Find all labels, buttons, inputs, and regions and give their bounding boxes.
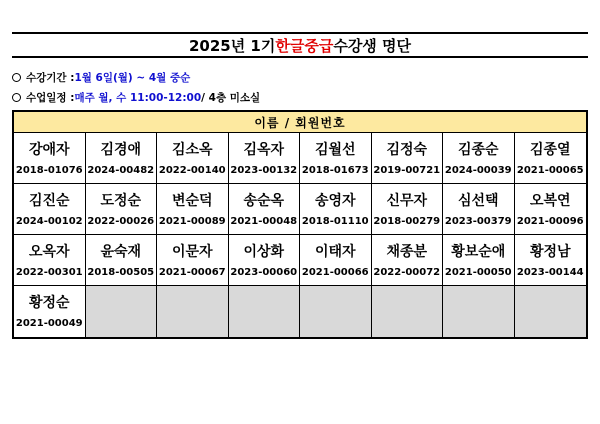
member-number: 2021-00067 — [158, 266, 226, 278]
student-name: 이태자 — [314, 243, 356, 260]
student-cell — [14, 133, 86, 184]
student-name: 김정숙 — [386, 141, 428, 158]
empty-cell — [229, 286, 301, 337]
member-number: 2021-00066 — [301, 266, 369, 278]
member-number: 2024-00039 — [444, 164, 512, 176]
member-number: 2024-00102 — [15, 215, 83, 227]
member-number: 2022-00072 — [373, 266, 441, 278]
student-cell — [515, 235, 587, 286]
period-label: 수강기간 : — [26, 72, 75, 84]
student-cell — [157, 184, 229, 235]
member-number: 2024-00482 — [87, 164, 155, 176]
student-cell — [300, 235, 372, 286]
member-number: 2018-01076 — [15, 164, 83, 176]
class-schedule — [12, 90, 260, 105]
student-cell — [300, 133, 372, 184]
empty-cell — [443, 286, 515, 337]
member-number: 2021-00048 — [230, 215, 298, 227]
student-cell — [86, 184, 158, 235]
schedule-value: 매주 월, 수 11:00-12:00 — [74, 92, 202, 104]
student-name: 오복연 — [529, 192, 571, 209]
student-name: 이문자 — [171, 243, 213, 260]
student-cell — [86, 235, 158, 286]
student-cell — [443, 235, 515, 286]
student-name: 김월선 — [314, 141, 356, 158]
empty-cell — [300, 286, 372, 337]
page-title — [12, 32, 588, 58]
member-number: 2023-00132 — [230, 164, 298, 176]
student-name: 변순덕 — [171, 192, 213, 209]
member-number: 2021-00089 — [158, 215, 226, 227]
student-name: 오옥자 — [28, 243, 70, 260]
empty-cell — [86, 286, 158, 337]
student-cell — [300, 184, 372, 235]
student-cell — [14, 184, 86, 235]
student-cell — [372, 133, 444, 184]
student-cell — [372, 235, 444, 286]
member-number: 2022-00026 — [87, 215, 155, 227]
member-number: 2021-00096 — [516, 215, 584, 227]
member-number: 2021-00049 — [15, 318, 83, 329]
student-name: 채종분 — [386, 243, 428, 260]
student-cells — [14, 133, 586, 337]
student-table — [12, 110, 588, 339]
circle-bullet-icon — [12, 73, 21, 82]
student-name: 황정남 — [529, 243, 571, 260]
student-cell — [515, 133, 587, 184]
student-cell — [229, 235, 301, 286]
title-prefix: 2025년 1기 — [188, 36, 276, 55]
student-cell — [515, 184, 587, 235]
period-value: 1월 6일(월) ~ 4월 중순 — [74, 72, 191, 84]
member-number: 2018-00279 — [373, 215, 441, 227]
empty-cell — [157, 286, 229, 337]
student-name: 윤숙재 — [100, 243, 142, 260]
student-name: 김소옥 — [171, 141, 213, 158]
student-name: 송순옥 — [243, 192, 285, 209]
member-number: 2019-00721 — [373, 164, 441, 176]
student-name: 김경애 — [100, 141, 142, 158]
student-name: 황보순애 — [451, 243, 506, 260]
member-number: 2023-00060 — [230, 266, 298, 278]
student-cell — [372, 184, 444, 235]
member-number: 2018-01673 — [301, 164, 369, 176]
student-cell — [229, 184, 301, 235]
student-cell — [14, 286, 86, 337]
member-number: 2021-00065 — [516, 164, 584, 176]
schedule-label: 수업일정 : — [26, 92, 75, 104]
student-name: 신무자 — [386, 192, 428, 209]
student-name: 강애자 — [28, 141, 70, 158]
student-cell — [157, 235, 229, 286]
student-cell — [86, 133, 158, 184]
student-name: 심선택 — [457, 192, 499, 209]
member-number: 2018-01110 — [301, 215, 369, 227]
student-cell — [443, 184, 515, 235]
student-name: 김진순 — [28, 192, 70, 209]
student-name: 김옥자 — [243, 141, 285, 158]
student-name: 도정순 — [100, 192, 142, 209]
member-number: 2018-00505 — [87, 266, 155, 278]
empty-cell — [515, 286, 587, 337]
member-number: 2022-00301 — [15, 266, 83, 278]
student-cell — [443, 133, 515, 184]
course-period — [12, 70, 190, 85]
title-suffix: 수강생 명단 — [333, 36, 412, 55]
student-cell — [229, 133, 301, 184]
member-number: 2023-00144 — [516, 266, 584, 278]
student-name: 송영자 — [314, 192, 356, 209]
student-name: 황정순 — [28, 295, 70, 311]
circle-bullet-icon — [12, 93, 21, 102]
schedule-room: / 4층 미소실 — [201, 92, 261, 104]
student-cell — [157, 133, 229, 184]
table-header: 이름 / 회원번호 — [14, 112, 586, 133]
title-highlight: 한글중급 — [275, 36, 334, 55]
student-name: 김종순 — [457, 141, 499, 158]
member-number: 2022-00140 — [158, 164, 226, 176]
member-number: 2021-00050 — [444, 266, 512, 278]
student-name: 김종열 — [529, 141, 571, 158]
member-number: 2023-00379 — [444, 215, 512, 227]
student-name: 이상화 — [243, 243, 285, 260]
empty-cell — [372, 286, 444, 337]
student-cell — [14, 235, 86, 286]
